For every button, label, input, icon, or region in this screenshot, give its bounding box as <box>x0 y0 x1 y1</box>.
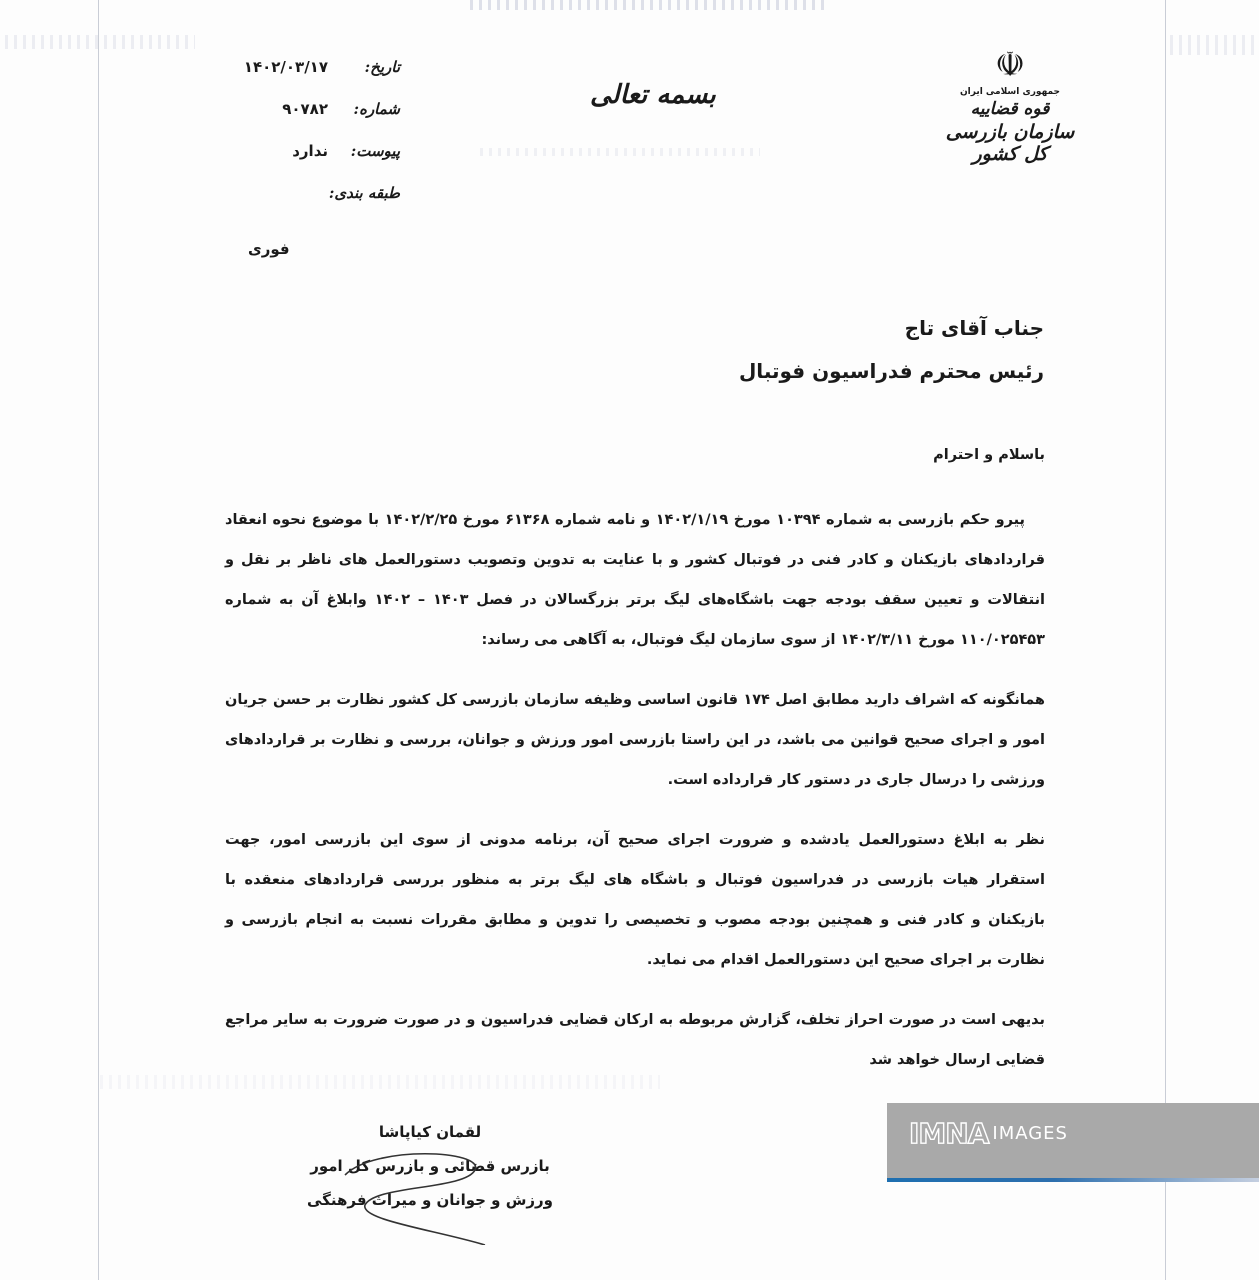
imna-watermark <box>887 1103 1259 1178</box>
imna-logo-mark-icon: IMNA <box>909 1117 989 1150</box>
meta-classification <box>230 184 400 226</box>
paragraph-consequence: بدیهی است در صورت احراز تخلف، گزارش مربوطه به ارکان قضایی فدراسیون و در صورت ضرورت به سایر مراجع قضایی ارسال خواهد شد <box>225 1012 1045 1068</box>
meta-number <box>230 100 400 142</box>
recipient-title: رئیس محترم فدراسیون فوتبال <box>738 359 1044 383</box>
meta-date <box>230 58 400 100</box>
emblem-judiciary: قوه قضاییه <box>970 99 1050 119</box>
paragraph-mandate: همانگونه که اشراف دارید مطابق اصل ۱۷۴ قانون اساسی وظیفه سازمان بازرسی کل کشور نظارت بر حسن جریان امور و اجرای صحیح قوانین می باشد، در این راستا بازرسی امور ورزش و جوانان، بررسی و نظارت بر قراردادهای ورزشی را درسال جاری در دستور کار قرارداده است. <box>225 692 1045 788</box>
meta-date-label: تاریخ: <box>364 58 400 76</box>
signatory-title-line2: ورزش و جوانان و میراث فرهنگی <box>306 1191 553 1209</box>
signatory-title-line1: بازرس قضائی و بازرس کل امور <box>310 1157 550 1175</box>
recipient-block <box>739 305 1044 391</box>
imna-logo-text: IMAGES <box>992 1123 1068 1144</box>
scan-bleedthrough-top <box>470 0 830 10</box>
paragraph-reference: پیرو حکم بازرسی به شماره ۱۰۳۹۴ مورخ ۱۴۰۲/۱/۱۹ و نامه شماره ۶۱۳۶۸ مورخ ۱۴۰۲/۲/۲۵ با موضوع نحوه انعقاد قراردادهای بازیکنان و کادر فنی در فوتبال کشور و با عنایت به تدوین وتصویب دستورالعمل های ناظر بر نقل و انتقالات و تعیین سقف بودجه جهت باشگاه‌های لیگ برتر بزرگسالان در فصل ۱۴۰۳ – ۱۴۰۲ وابلاغ آن به شماره ۱۱۰/۰۲۵۴۵۳ مورخ ۱۴۰۲/۳/۱۱ از سوی سازمان لیگ فوتبال، به آگاهی می رساند: <box>225 512 1045 648</box>
meta-date-value: ۱۴۰۲/۰۳/۱۷ <box>243 58 328 76</box>
emblem-organization: سازمان بازرسی کل کشور <box>945 121 1075 165</box>
meta-number-label: شماره: <box>353 100 400 118</box>
signature-block <box>305 1115 555 1217</box>
paragraph-inspection-plan: نظر به ابلاغ دستورالعمل یادشده و ضرورت اجرای صحیح آن، برنامه مدونی از سوی این بازرسی امور، جهت استقرار هیات بازرسی در فدراسیون فوتبال و باشگاه های لیگ برتر به منظور بررسی قراردادهای منعقده با بازیکنان و کادر فنی و همچنین بودجه مصوب و تخصیصی را تدوین و مطابق مقررات نسبت به انجام بازرسی و نظارت بر اجرای صحیح این دستورالعمل اقدام می نماید. <box>225 832 1045 968</box>
recipient-name: جناب آقای تاج <box>904 316 1044 340</box>
scan-bleedthrough-right <box>1170 35 1255 55</box>
meta-classification-label: طبقه بندی: <box>328 184 400 202</box>
watermark-accent-bar <box>887 1178 1259 1182</box>
letter-body <box>225 440 1045 1100</box>
imna-logo <box>909 1117 1068 1150</box>
meta-attachment <box>230 142 400 184</box>
urgency-label: فوری <box>248 240 290 258</box>
emblem-country: جمهوری اسلامی ایران <box>959 87 1061 97</box>
scan-bleedthrough-mid <box>480 148 760 156</box>
letter-metadata <box>230 58 400 226</box>
scan-page-edge-right <box>1165 0 1166 1280</box>
signatory-name: لقمان کیاپاشا <box>378 1123 482 1141</box>
greeting: باسلام و احترام <box>933 447 1045 463</box>
organization-emblem <box>940 45 1080 165</box>
meta-number-value: ۹۰۷۸۲ <box>282 100 328 118</box>
scan-bleedthrough-left <box>5 35 195 49</box>
iran-emblem-icon: ☫ <box>994 45 1026 85</box>
meta-attachment-label: پیوست: <box>350 142 400 160</box>
invocation-heading: بسمه تعالی <box>590 80 716 110</box>
meta-attachment-value: ندارد <box>292 142 328 160</box>
scan-page-edge-left <box>98 0 99 1280</box>
